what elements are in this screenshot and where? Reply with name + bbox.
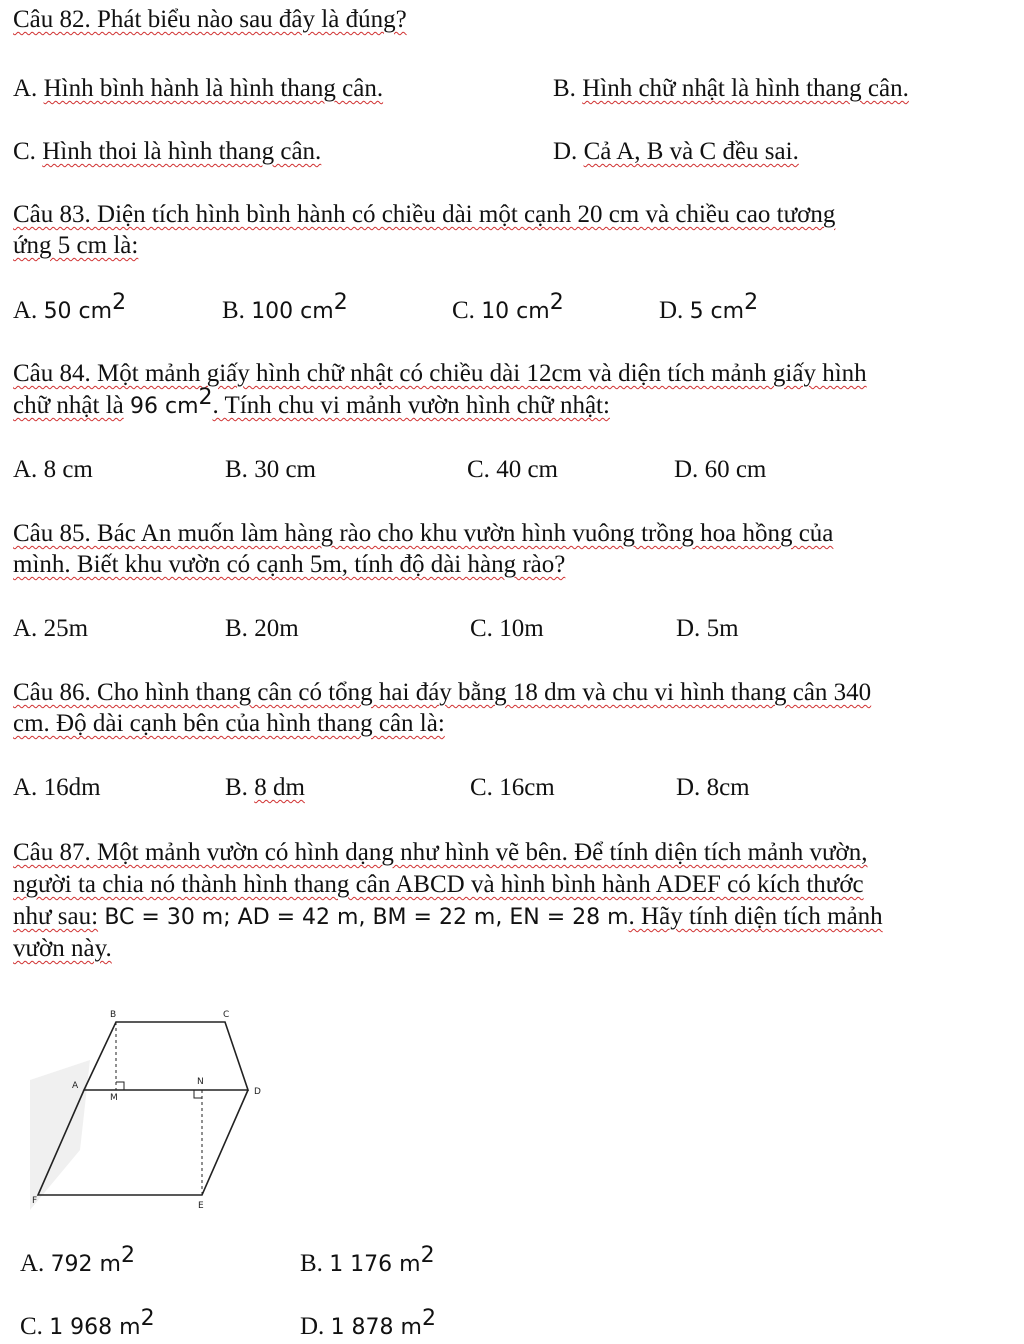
q83-option-c[interactable]: C. 10 $cm^2$: [452, 290, 564, 324]
q84-option-c[interactable]: C. 40 cm: [467, 456, 558, 483]
label-e: E: [198, 1201, 204, 1211]
q84-option-b[interactable]: B. 30 cm: [225, 456, 316, 483]
q86-stem-line2: cm. Độ dài cạnh bên của hình thang cân là:: [13, 710, 445, 737]
q84-option-a[interactable]: A. 8 cm: [13, 456, 93, 483]
q87-option-b[interactable]: B. 1 176 $m^2$: [300, 1243, 435, 1277]
label-a: A: [72, 1081, 79, 1091]
q83-stem-line2: ứng 5 cm là:: [13, 232, 139, 259]
label-n: N: [197, 1077, 204, 1087]
q87-stem-line3: như sau: BC = 30 m; AD = 42 m, BM = 22 m, EN = 28 m. Hãy tính diện tích mảnh: [13, 903, 883, 930]
q86-option-a[interactable]: A. 16dm: [13, 774, 101, 801]
q85-option-c[interactable]: C. 10m: [470, 615, 544, 642]
label-d: D: [254, 1087, 261, 1097]
q82-option-d[interactable]: D. Cả A, B và C đều sai.: [553, 138, 799, 165]
q84-stem-line2: chữ nhật là 96 $cm^2$. Tính chu vi mảnh vườn hình chữ nhật:: [13, 385, 610, 419]
q85-option-d[interactable]: D. 5m: [676, 615, 739, 642]
q86-option-d[interactable]: D. 8cm: [676, 774, 750, 801]
q83-option-a[interactable]: A. 50 $cm^2$: [13, 290, 127, 324]
q85-option-a[interactable]: A. 25m: [13, 615, 89, 642]
q84-option-d[interactable]: D. 60 cm: [674, 456, 767, 483]
trapezoid-abcd: [84, 1022, 248, 1090]
q87-stem-line2: người ta chia nó thành hình thang cân ABCD và hình bình hành ADEF có kích thước: [13, 871, 864, 898]
q82-option-a[interactable]: A. Hình bình hành là hình thang cân.: [13, 75, 384, 102]
q82-option-b[interactable]: B. Hình chữ nhật là hình thang cân.: [553, 75, 909, 102]
q87-option-c[interactable]: C. 1 968 $m^2$: [20, 1306, 155, 1340]
q87-stem-line4: vườn này.: [13, 935, 112, 962]
q87-stem-line1: Câu 87. Một mảnh vườn có hình dạng như hình vẽ bên. Để tính diện tích mảnh vườn,: [13, 839, 868, 866]
right-angle-n: [194, 1090, 202, 1098]
q87-option-d[interactable]: D. 1 878 $m^2$: [300, 1306, 436, 1340]
q83-option-b[interactable]: B. 100 $cm^2$: [222, 290, 348, 324]
right-angle-m: [116, 1082, 124, 1090]
q86-stem-line1: Câu 86. Cho hình thang cân có tổng hai đáy bằng 18 dm và chu vi hình thang cân 340: [13, 679, 872, 706]
garden-figure: [20, 1000, 290, 1220]
q86-option-c[interactable]: C. 16cm: [470, 774, 555, 801]
label-f: F: [32, 1196, 38, 1206]
q84-stem-line1: Câu 84. Một mảnh giấy hình chữ nhật có chiều dài 12cm và diện tích mảnh giấy hình: [13, 360, 867, 387]
q82-option-c[interactable]: C. Hình thoi là hình thang cân.: [13, 138, 322, 165]
label-c: C: [223, 1010, 230, 1020]
label-m: M: [110, 1093, 118, 1103]
q86-option-b[interactable]: B. 8 dm: [225, 774, 305, 801]
q83-stem-line1: Câu 83. Diện tích hình bình hành có chiều dài một cạnh 20 cm và chiều cao tương: [13, 201, 836, 228]
q85-stem-line2: mình. Biết khu vườn có cạnh 5m, tính độ dài hàng rào?: [13, 551, 566, 578]
q87-option-a[interactable]: A. 792 $m^2$: [20, 1243, 135, 1277]
watermark-shape: [30, 1060, 90, 1210]
q83-option-d[interactable]: D. 5 $cm^2$: [659, 290, 759, 324]
label-b: B: [110, 1010, 117, 1020]
q85-stem-line1: Câu 85. Bác An muốn làm hàng rào cho khu vườn hình vuông trồng hoa hồng của: [13, 520, 834, 547]
q82-stem: Câu 82. Phát biểu nào sau đây là đúng?: [13, 6, 407, 33]
q85-option-b[interactable]: B. 20m: [225, 615, 299, 642]
